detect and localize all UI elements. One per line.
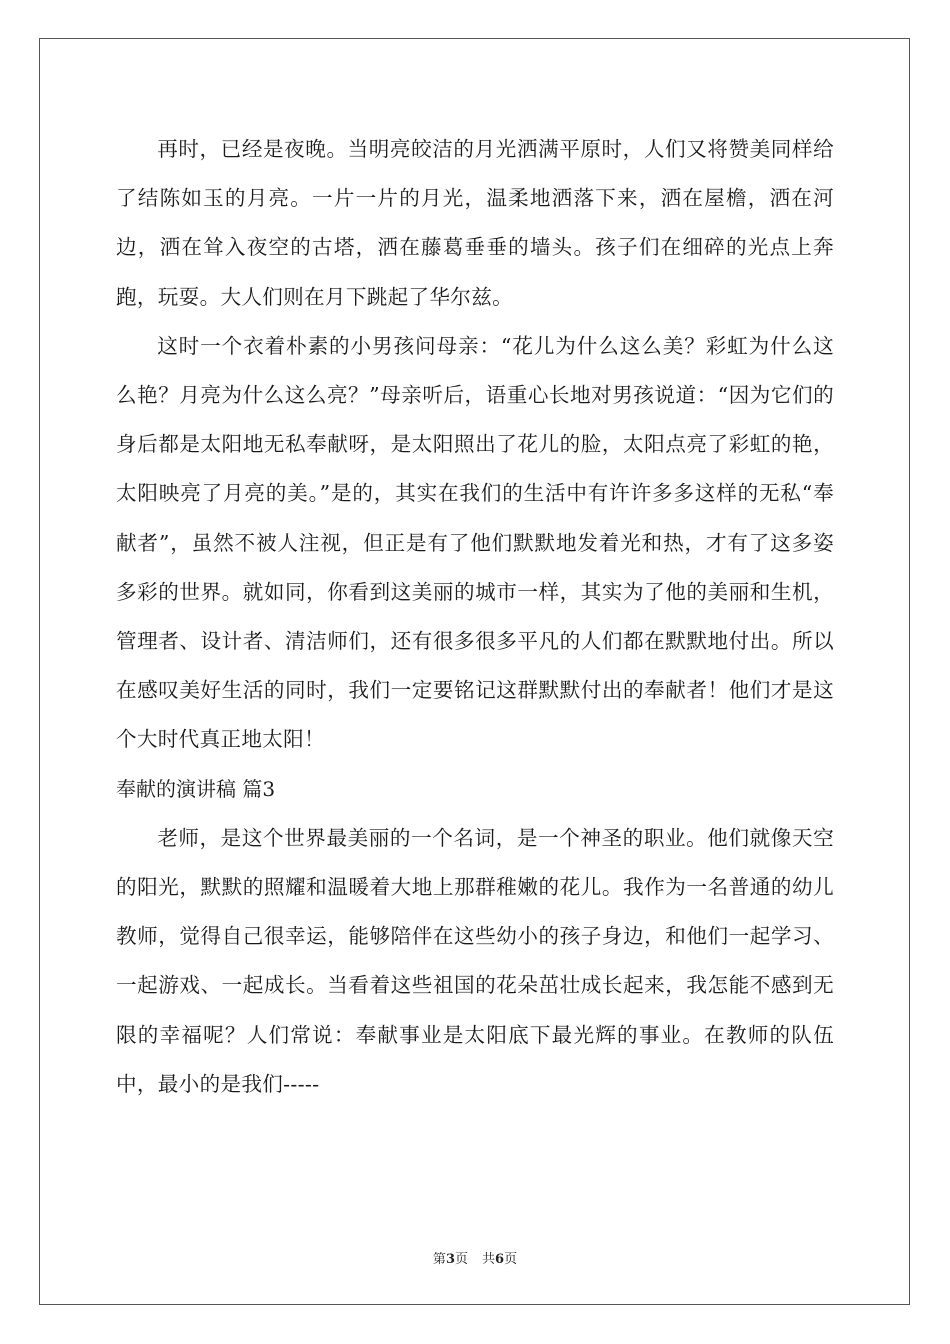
section-heading: 奉献的演讲稿 篇3 <box>116 776 276 801</box>
total-suffix: 页 <box>504 1252 518 1267</box>
total-prefix: 共 <box>482 1252 496 1267</box>
paragraph-night-moonlight: 再时，已经是夜晚。当明亮皎洁的月光洒满平原时，人们又将赞美同样给了结陈如玉的月亮。一片一片的月光，温柔地洒落下来，洒在屋檐，洒在河边，洒在耸入夜空的古塔，洒在藤葛垂垂的墙头。孩子们在细碎的光点上奔跑，玩耍。大人们则在月下跳起了华尔兹。 <box>116 137 834 309</box>
page-current: 3 <box>445 1252 455 1267</box>
paragraph-teacher: 老师，是这个世界最美丽的一个名词，是一个神圣的职业。他们就像天空的阳光，默默的照耀和温暖着大地上那群稚嫩的花儿。我作为一名普通的幼儿教师，觉得自己很幸运，能够陪伴在这些幼小的孩子身边，和他们一起学习、一起游戏、一起成长。当看着这些祖国的花朵茁壮成长起来，我怎能不感到无限的幸福呢？人们常说：奉献事业是太阳底下最光辉的事业。在教师的队伍中，最小的是我们----- <box>116 825 834 1096</box>
page-footer <box>0 1248 950 1267</box>
document-body <box>116 125 834 1109</box>
page-suffix: 页 <box>454 1252 468 1267</box>
paragraph-boy-asks-mother: 这时一个衣着朴素的小男孩问母亲：“花儿为什么这么美？彩虹为什么这么艳？月亮为什么这么亮？”母亲听后，语重心长地对男孩说道：“因为它们的身后都是太阳地无私奉献呀，是太阳照出了花儿的脸，太阳点亮了彩虹的艳，太阳映亮了月亮的美。”是的，其实在我们的生活中有许许多多这样的无私“奉献者”，虽然不被人注视，但正是有了他们默默地发着光和热，才有了这多姿多彩的世界。就如同，你看到这美丽的城市一样，其实为了他的美丽和生机，管理者、设计者、清洁师们，还有很多很多平凡的人们都在默默地付出。所以在感叹美好生活的同时，我们一定要铭记这群默默付出的奉献者！他们才是这个大时代真正地太阳！ <box>116 333 834 752</box>
page-total: 6 <box>495 1252 505 1267</box>
page-prefix: 第 <box>432 1252 446 1267</box>
